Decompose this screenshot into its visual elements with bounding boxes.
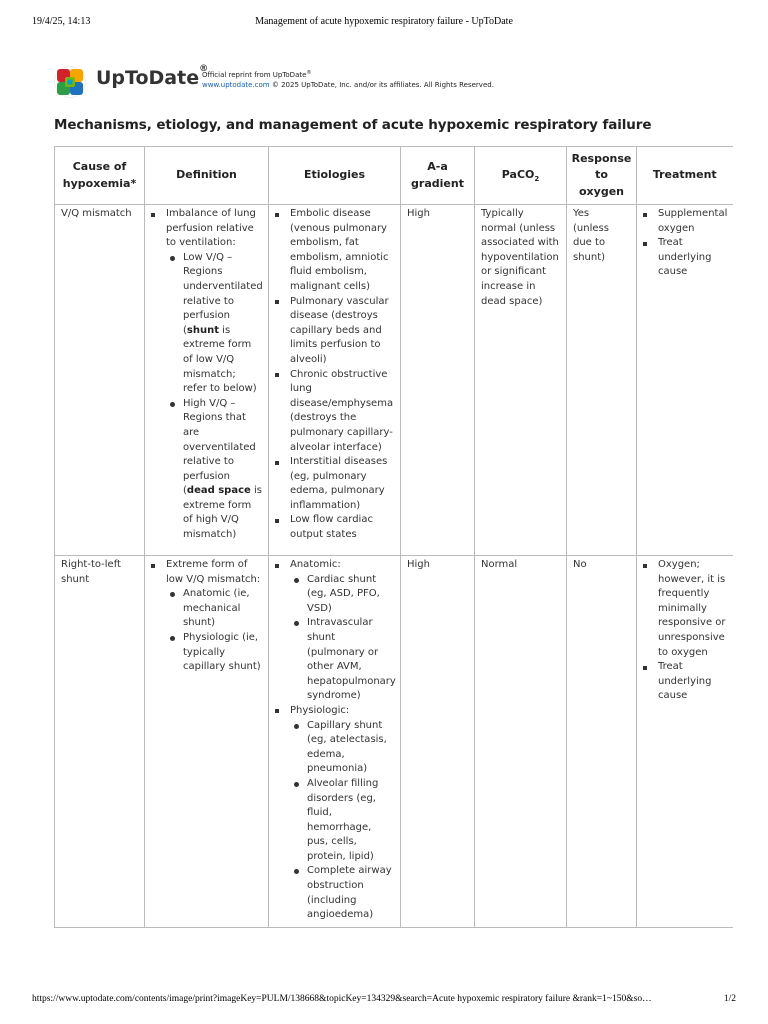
uptodate-logo-icon <box>54 66 86 98</box>
list-item: Physiologic (ie, typically capillary shunt) <box>166 631 262 675</box>
copyright-text: © 2025 UpToDate, Inc. and/or its affiliates. All Rights Reserved. <box>271 81 494 89</box>
list-item: Chronic obstructive lung disease/emphysema (destroys the pulmonary capillary-alveolar interface) <box>275 368 394 456</box>
list-item: Anatomic (ie, mechanical shunt) <box>166 587 262 631</box>
list-item: High V/Q – Regions that are overventilated relative to perfusion (dead space is extreme form of high V/Q mismatch) <box>166 397 262 543</box>
treatment-cell <box>637 205 733 556</box>
table-header-row <box>55 147 733 205</box>
col-header-aa-gradient: A-a gradient <box>401 147 475 205</box>
aa-gradient-cell: High <box>401 205 475 556</box>
list-item: Imbalance of lung perfusion relative to ventilation: Low V/Q – Regions underventilated relative to perfusion (shunt is extreme form of low V/Q mismatch; refer to below) High V/Q – Regions that are overventilated relative to perfusion (dead space is extreme form of high V/Q mismatch) <box>151 207 262 543</box>
print-url: https://www.uptodate.com/contents/image/print?imageKey=PULM/138668&topicKey=134329&search=Acute hypoxemic respiratory failure &rank=1~150&so… <box>32 994 652 1004</box>
list-item: Anatomic: Cardiac shunt (eg, ASD, PFO, VSD) Intravascular shunt (pulmonary or other AVM, hepatopulmonary syndrome) <box>275 558 394 704</box>
list-item: Supplemental oxygen <box>643 207 727 236</box>
list-item: Low flow cardiac output states <box>275 513 394 542</box>
etiologies-cell <box>269 205 401 556</box>
reprint-registered-mark: ® <box>306 70 312 76</box>
list-item: Physiologic: Capillary shunt (eg, atelectasis, edema, pneumonia) Alveolar filling disorders (eg, fluid, hemorrhage, pus, cells, protein, lipid) Complete airway obstruction (including angioedema) <box>275 704 394 923</box>
list-item: Capillary shunt (eg, atelectasis, edema, pneumonia) <box>290 719 394 777</box>
col-header-treatment: Treatment <box>637 147 733 205</box>
page-number: 1/2 <box>723 994 736 1004</box>
hypoxemia-table <box>54 146 733 928</box>
list-item: Cardiac shunt (eg, ASD, PFO, VSD) <box>290 573 394 617</box>
list-item: Treat underlying cause <box>643 660 727 704</box>
col-header-paco2: PaCO$_2$ <box>475 147 567 205</box>
print-timestamp: 19/4/25, 14:13 <box>32 16 91 27</box>
col-header-cause: Cause of hypoxemia* <box>55 147 145 205</box>
paco2-cell: Normal <box>475 556 567 928</box>
list-item: Interstitial diseases (eg, pulmonary edema, pulmonary inflammation) <box>275 455 394 513</box>
definition-cell <box>145 205 269 556</box>
table-row-vq-mismatch <box>55 205 733 556</box>
aa-gradient-cell: High <box>401 556 475 928</box>
print-page-title: Management of acute hypoxemic respiratory failure - UpToDate <box>255 16 513 27</box>
definition-cell <box>145 556 269 928</box>
cause-cell: V/Q mismatch <box>55 205 145 556</box>
list-item: Complete airway obstruction (including angioedema) <box>290 864 394 922</box>
list-item: Oxygen; however, it is frequently minimally responsive or unresponsive to oxygen <box>643 558 727 660</box>
uptodate-wordmark: UpToDate® <box>96 64 209 89</box>
list-item: Intravascular shunt (pulmonary or other AVM, hepatopulmonary syndrome) <box>290 616 394 704</box>
list-item: Extreme form of low V/Q mismatch: Anatomic (ie, mechanical shunt) Physiologic (ie, typically capillary shunt) <box>151 558 262 675</box>
list-item: Treat underlying cause <box>643 236 727 280</box>
col-header-definition: Definition <box>145 147 269 205</box>
etiologies-cell <box>269 556 401 928</box>
col-header-response: Response to oxygen <box>567 147 637 205</box>
paco2-cell: Typically normal (unless associated with hypoventilation or significant increase in dead space) <box>475 205 567 556</box>
list-item: Embolic disease (venous pulmonary embolism, fat embolism, amniotic fluid embolism, malignant cells) <box>275 207 394 295</box>
table-row-right-to-left-shunt <box>55 556 733 928</box>
document-title: Mechanisms, etiology, and management of acute hypoxemic respiratory failure <box>54 117 652 133</box>
col-header-etiologies: Etiologies <box>269 147 401 205</box>
reprint-line: Official reprint from UpToDate <box>202 71 307 79</box>
response-cell: No <box>567 556 637 928</box>
treatment-cell <box>637 556 733 928</box>
response-cell: Yes (unless due to shunt) <box>567 205 637 556</box>
reprint-notice <box>202 70 494 90</box>
list-item: Alveolar filling disorders (eg, fluid, hemorrhage, pus, cells, protein, lipid) <box>290 777 394 865</box>
list-item: Pulmonary vascular disease (destroys capillary beds and limits perfusion to alveoli) <box>275 295 394 368</box>
print-footer <box>32 994 736 1008</box>
list-item: Low V/Q – Regions underventilated relative to perfusion (shunt is extreme form of low V/Q mismatch; refer to below) <box>166 251 262 397</box>
cause-cell: Right-to-left shunt <box>55 556 145 928</box>
print-header <box>32 16 736 30</box>
uptodate-site-link[interactable]: www.uptodate.com <box>202 81 270 89</box>
